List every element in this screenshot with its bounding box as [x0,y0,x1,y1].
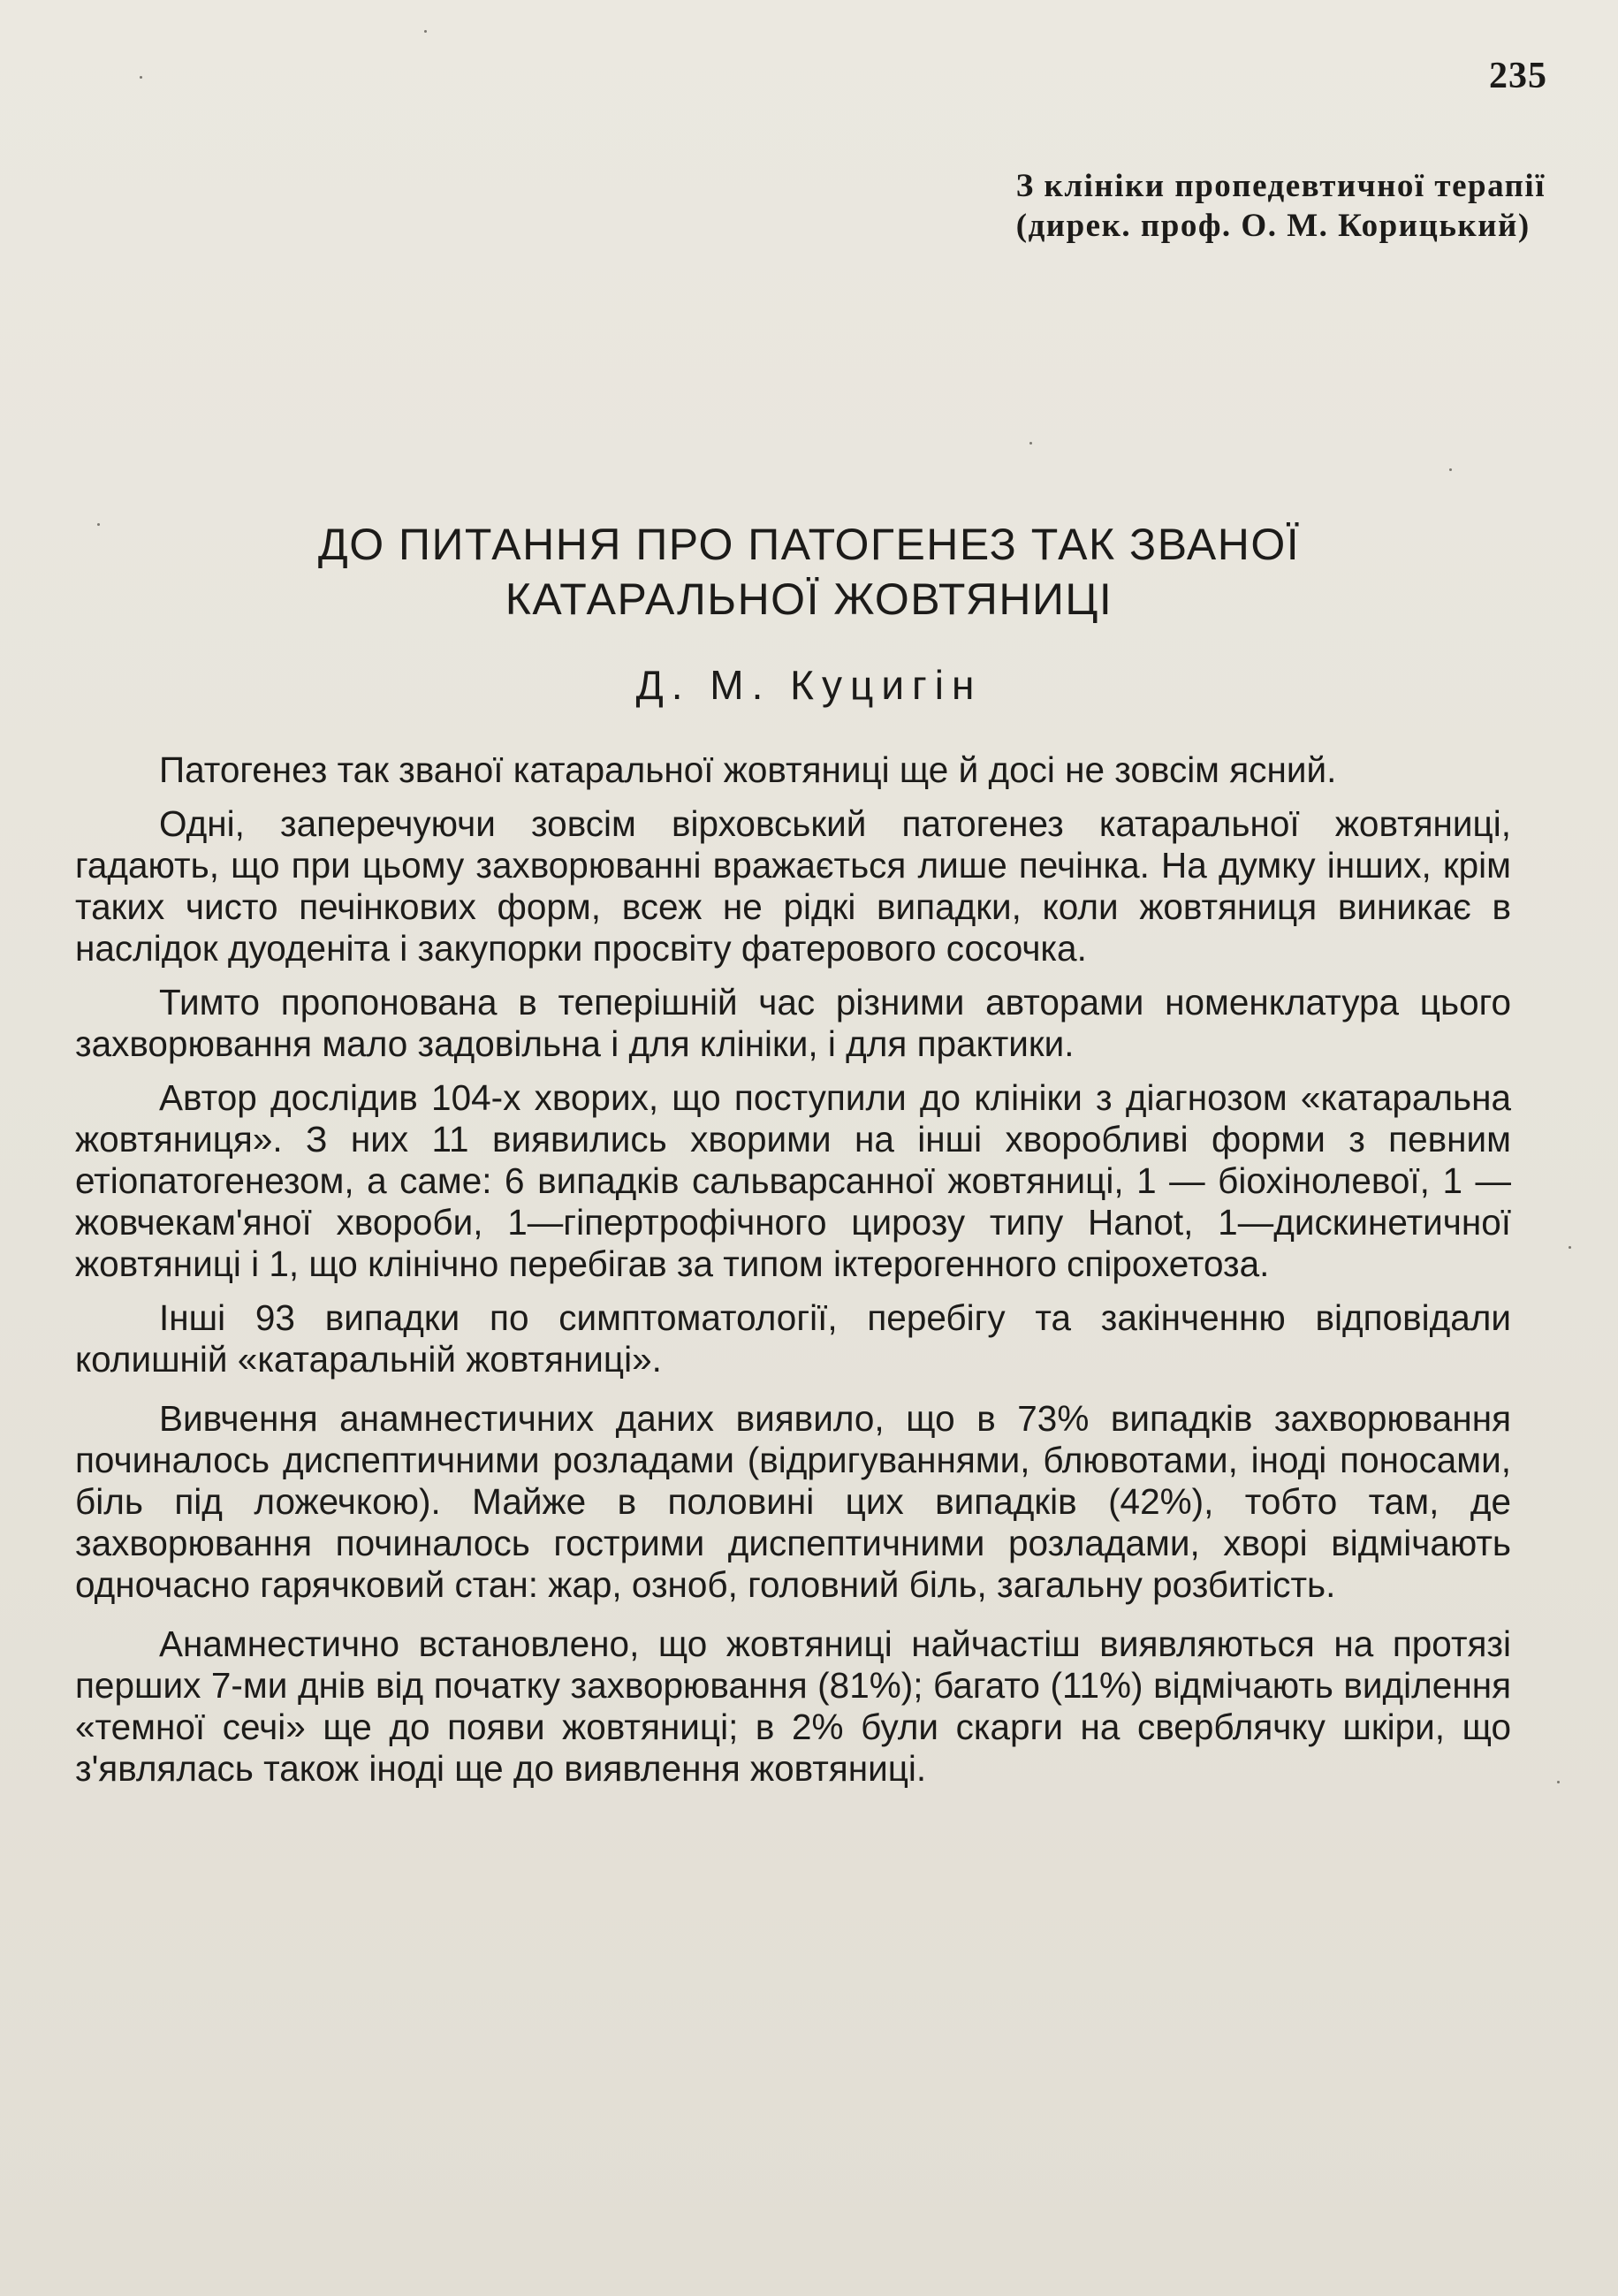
paper-speck [97,523,100,526]
title-line-2: КАТАРАЛЬНОЇ ЖОВТЯНИЦІ [505,574,1113,624]
paper-speck [1449,468,1452,471]
paragraph-6: Вивчення анамнестичних даних виявило, що в 73% випадків захворювання починалось диспептичними розладами (відригуваннями, блювотами, іноді поносами, біль під ложечкою). Майже в половині цих випадків (42%), тобто там, де захворювання починалось гострими диспептичними розладами, хворі відмічають одночасно гарячковий стан: жар, озноб, головний біль, загальну розбитість. [75,1398,1511,1605]
affiliation-line-2: (дирек. проф. О. М. Корицький) [1015,208,1531,244]
paragraph-2: Одні, заперечуючи зовсім вірховський патогенез катаральної жовтяниці, гадають, що при цьому захворюванні вражається лише печінка. На думку інших, крім таких чисто печінкових форм, всеж не рідкі випадки, коли жовтяниця виникає в наслідок дуоденіта і закупорки просвіту фатерового сосочка. [75,803,1511,969]
paragraph-3: Тимто пропонована в теперішній час різними авторами номенклатура цього захворювання мало задовільна і для клініки, і для практики. [75,982,1511,1064]
paper-speck [1557,1781,1560,1783]
paragraph-5: Інші 93 випадки по симптоматології, перебігу та закінченню відповідали колишній «катаральній жовтяниці». [75,1297,1511,1380]
paper-speck [140,76,142,79]
paragraph-4: Автор дослідив 104-х хворих, що поступили до клініки з діагнозом «катаральна жовтяниця». З них 11 виявились хворими на інші хворобливі форми з певним етіопатогенезом, а саме: 6 випадків сальварсанної жовтяниці, 1 — біохінолевої, 1 — жовчекам'яної хвороби, 1—гіпертрофічного цирозу типу Hanot, 1—дискинетичної жовтяниці і 1, що клінічно перебігав за типом іктерогенного спірохетоза. [75,1077,1511,1284]
affiliation-line-1: З клініки пропедевтичної терапії [1015,168,1546,204]
paper-speck [424,30,427,33]
article-body [75,749,1511,1802]
paper-speck [1029,442,1032,445]
author-name: Д. М. Куцигін [635,662,983,708]
paragraph-1: Патогенез так званої катаральної жовтяниці ще й досі не зовсім ясний. [159,749,1337,790]
title-line-1: ДО ПИТАННЯ ПРО ПАТОГЕНЕЗ ТАК ЗВАНОЇ [317,520,1301,569]
article-title [141,517,1477,627]
paper-speck [1569,1246,1571,1249]
affiliation [1016,166,1546,246]
page-number: 235 [1489,56,1547,96]
paragraph-7: Анамнестично встановлено, що жовтяниці найчастіш виявляються на протязі перших 7-ми днів від початку захворювання (81%); багато (11%) відмічають виділення «темної сечі» ще до появи жовтяниці; в 2% були скарги на сверблячку шкіри, що з'являлась також іноді ще до виявлення жовтяниці. [75,1623,1511,1789]
